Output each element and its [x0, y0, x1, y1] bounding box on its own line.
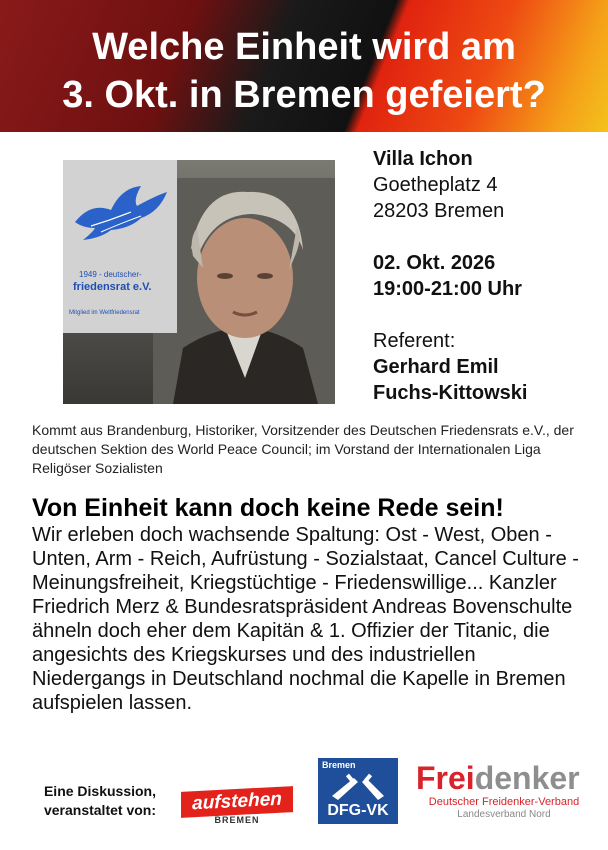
venue-street: Goetheplatz 4: [373, 174, 498, 196]
event-time: 19:00-21:00 Uhr: [373, 278, 522, 300]
speaker-name-first: Gerhard Emil: [373, 356, 499, 378]
dfg-city: Bremen: [322, 760, 356, 770]
aufstehen-logo: [181, 787, 293, 823]
content-headline: Von Einheit kann doch keine Rede sein!: [32, 494, 504, 522]
speaker-bio: Kommt aus Brandenburg, Historiker, Vorsitzender des Deutschen Friedensrats e.V., der deutschen Sektion des World Peace Council; im Vorstand der Internationalen Liga Religöser Sozialisten: [32, 422, 574, 476]
page-title-line2: 3. Okt. in Bremen gefeiert?: [62, 74, 546, 116]
speaker-photo: [63, 160, 335, 404]
organizer-line1: Eine Diskussion,: [43, 783, 157, 799]
freidenker-subtitle: Deutscher Freidenker-Verband: [428, 796, 580, 808]
freidenker-logo: [416, 760, 596, 820]
freidenker-word-part2: denker: [474, 760, 580, 796]
event-date: 02. Okt. 2026: [373, 252, 496, 274]
organizer-label: [30, 782, 170, 820]
content-body: Wir erleben doch wachsende Spaltung: Ost - West, Oben - Unten, Arm - Reich, Aufrüstung - Sozialstaat, Cancel Culture - Meinungsfreiheit, Kriegstüchtige - Friedenswillige... Kanzler Friedrich Merz & Bundesratspräsident Andreas Bovenschulte ähneln doch eher dem Kapitän & 1. Offizier der Titanic, die angesichts des Kriegskurses und des industriellen Niedergangs in Deutschland nochmal die Kapelle in Bremen aufspielen lassen.: [32, 524, 579, 714]
organizer-line2: veranstaltet von:: [43, 802, 157, 818]
logo-text-year: 1949 - deutscher-: [79, 270, 142, 279]
venue-name: Villa Ichon: [373, 148, 473, 170]
speaker-label: Referent:: [373, 330, 456, 352]
speaker-portrait: [153, 178, 335, 404]
aufstehen-city: BREMEN: [214, 815, 260, 825]
logo-text-name: friedensrat e.V.: [73, 281, 152, 293]
broken-rifle-icon: [328, 772, 388, 802]
dove-icon: [71, 182, 169, 242]
freidenker-word-part1: Frei: [416, 760, 475, 796]
aufstehen-wordmark: aufstehen: [181, 786, 293, 818]
page-title-line1: Welche Einheit wird am: [92, 26, 516, 68]
freidenker-wordmark: [416, 760, 580, 796]
venue-city: 28203 Bremen: [373, 200, 505, 222]
logo-text-member: Mitglied im Weltfriedensrat: [69, 310, 140, 316]
dfg-vk-logo: [318, 758, 398, 824]
freidenker-region: Landesverband Nord: [457, 809, 551, 820]
friedensrat-logo: [63, 160, 177, 333]
dfg-wordmark: DFG-VK: [327, 802, 389, 819]
header-banner: [0, 0, 608, 132]
speaker-name-last: Fuchs-Kittowski: [373, 382, 528, 404]
